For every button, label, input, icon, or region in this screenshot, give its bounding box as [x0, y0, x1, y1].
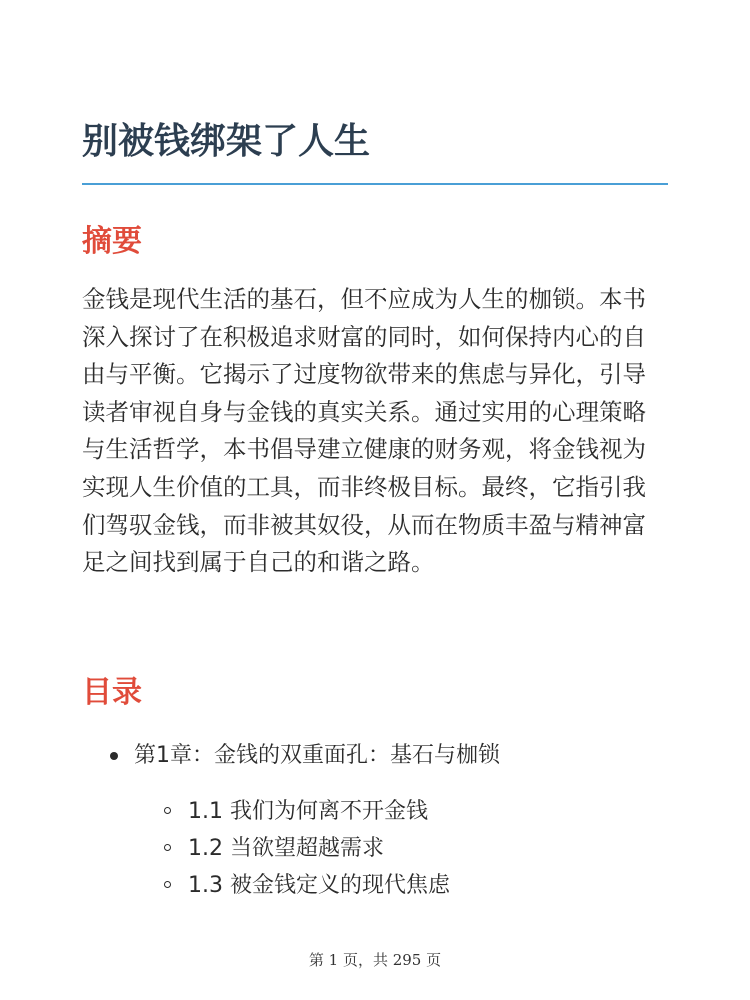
bullet-dot-icon [110, 752, 118, 760]
page-footer: 第 1 页，共 295 页 [308, 951, 442, 969]
toc-chapter [82, 735, 668, 904]
toc-section-list [82, 793, 668, 904]
toc-section-item [82, 830, 668, 867]
document-page [82, 0, 668, 1000]
circle-bullet-icon [164, 881, 171, 888]
table-of-contents [82, 735, 668, 904]
toc-section-item [82, 867, 668, 904]
toc-chapter-row [82, 735, 668, 777]
toc-chapter-label: 第1章：金钱的双重面孔：基石与枷锁 [134, 743, 500, 768]
circle-bullet-icon [164, 807, 171, 814]
toc-section-item [82, 793, 668, 830]
circle-bullet-icon [164, 844, 171, 851]
toc-section-label: 1.1 我们为何离不开金钱 [188, 799, 428, 824]
abstract-heading: 摘要 [82, 224, 142, 259]
toc-section-label: 1.3 被金钱定义的现代焦虑 [188, 873, 450, 898]
document-title: 别被钱绑架了人生 [82, 121, 371, 162]
toc-heading: 目录 [82, 675, 142, 710]
abstract-body: 金钱是现代生活的基石，但不应成为人生的枷锁。本书深入探讨了在积极追求财富的同时，如何保持内心的自由与平衡。它揭示了过度物欲带来的焦虑与异化，引导读者审视自身与金钱的真实关系。通过实用的心理策略与生活哲学，本书倡导建立健康的财务观，将金钱视为实现人生价值的工具，而非终极目标。最终，它指引我们驾驭金钱，而非被其奴役，从而在物质丰盈与精神富足之间找到属于自己的和谐之路。 [82, 285, 646, 577]
toc-section-label: 1.2 当欲望超越需求 [188, 836, 384, 861]
title-divider [82, 183, 668, 185]
